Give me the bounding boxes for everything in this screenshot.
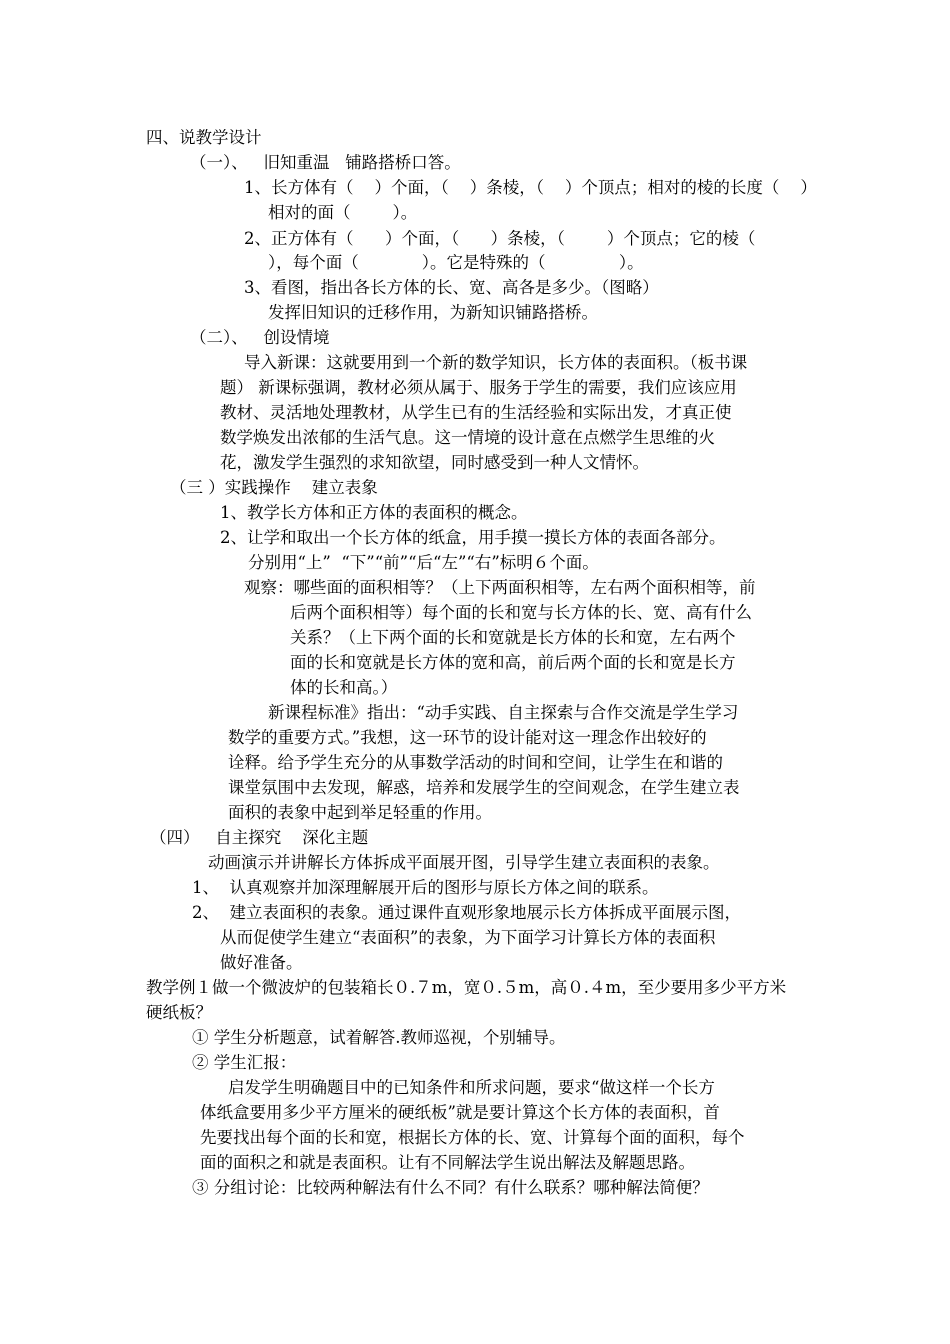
observe-line: 面的长和宽就是长方体的宽和高，前后两个面的长和宽是长方 — [290, 653, 736, 672]
observe-first-line: 观察：哪些面的面积相等？（上下两面积相等，左右两个面积相等，前 — [244, 578, 756, 597]
part4-item-2-first: 2、 建立表面积的表象。通过课件直观形象地展示长方体拆成平面展示图， — [192, 903, 741, 922]
observe-line: 体的长和高。） — [290, 678, 398, 697]
part1-note: 发挥旧知识的迁移作用，为新知识铺路搭桥。 — [268, 303, 598, 322]
observe-line: 后两个面积相等）每个面的长和宽与长方体的长、宽、高有什么 — [290, 603, 752, 622]
part1-heading: （一）、 旧知重温 铺路搭桥口答。 — [190, 153, 461, 172]
report-line: 启发学生明确题目中的已知条件和所求问题，要求“做这样一个长方 — [228, 1078, 715, 1097]
report-line: 面的面积之和就是表面积。让有不同解法学生说出解法及解题思路。 — [200, 1153, 695, 1172]
standard-line: 数学的重要方式。”我想，这一环节的设计能对这一理念作出较好的 — [228, 728, 707, 747]
part4-intro: 动画演示并讲解长方体拆成平面展开图，引导学生建立表面积的表象。 — [208, 853, 720, 872]
part4-item-2-line: 从而促使学生建立“表面积”的表象，为下面学习计算长方体的表面积 — [220, 928, 716, 947]
observe-line: 关系？（上下两个面的长和宽就是长方体的长和宽，左右两个 — [290, 628, 736, 647]
question-1-line-2: 相对的面（ ）。 — [268, 203, 418, 222]
part2-paragraph-line: 数学焕发出浓郁的生活气息。这一情境的设计意在点燃学生思维的火 — [220, 428, 715, 447]
question-1-line-1: 1、长方体有（ ）个面，（ ）条棱，（ ）个顶点；相对的棱的长度（ ） — [244, 178, 817, 197]
standard-line: 面积的表象中起到举足轻重的作用。 — [228, 803, 492, 822]
part4-item-1: 1、 认真观察并加深理解展开后的图形与原长方体之间的联系。 — [192, 878, 659, 897]
question-2-line-1: 2、正方体有（ ）个面，（ ）条棱，（ ）个顶点；它的棱（ — [244, 229, 756, 248]
part2-paragraph-line: 题） 新课标强调，教材必须从属于、服务于学生的需要，我们应该应用 — [220, 378, 737, 397]
part3-heading: （三 ）实践操作 建立表象 — [170, 478, 378, 497]
part2-paragraph-line: 教材、灵活地处理教材，从学生已有的生活经验和实际出发，才真正使 — [220, 403, 732, 422]
example-line-1: 教学例１做一个微波炉的包装箱长０.７m，宽０.５m，高０.４m，至少要用多少平方米 — [146, 978, 787, 997]
standard-line: 课堂氛围中去发现，解惑，培养和发展学生的空间观念，在学生建立表 — [228, 778, 740, 797]
example-step-1: ① 学生分析题意，试着解答.教师巡视，个别辅导。 — [192, 1028, 566, 1047]
example-step-3: ③ 分组讨论：比较两种解法有什么不同？有什么联系？哪种解法简便？ — [192, 1178, 709, 1197]
part2-paragraph-line: 花，激发学生强烈的求知欲望，同时感受到一种人文情怀。 — [220, 453, 649, 472]
example-step-2: ② 学生汇报： — [192, 1053, 297, 1072]
part3-item-2: 2、让学和取出一个长方体的纸盒，用手摸一摸长方体的表面各部分。 — [220, 528, 726, 547]
question-3: 3、看图，指出各长方体的长、宽、高各是多少。（图略） — [244, 278, 659, 297]
question-2-line-2: ），每个面（ ）。它是特殊的（ ）。 — [268, 253, 644, 272]
part2-paragraph-line: 导入新课：这就要用到一个新的数学知识，长方体的表面积。（板书课 — [244, 353, 748, 372]
standard-first-line: 新课程标准》指出：“动手实践、自主探索与合作交流是学生学习 — [268, 703, 739, 722]
section-title: 四、说教学设计 — [146, 128, 262, 147]
part4-item-2-line: 做好准备。 — [220, 953, 303, 972]
part3-item-1: 1、教学长方体和正方体的表面积的概念。 — [220, 503, 528, 522]
report-line: 先要找出每个面的长和宽，根据长方体的长、宽、计算每个面的面积，每个 — [200, 1128, 745, 1147]
part3-item-2-sub: 分别用“上” “下”“前”“后“左”“右”标明６个面。 — [248, 553, 599, 572]
report-line: 体纸盒要用多少平方厘米的硬纸板”就是要计算这个长方体的表面积，首 — [200, 1103, 720, 1122]
part4-heading: （四） 自主探究 深化主题 — [150, 828, 369, 847]
part2-heading: （二）、 创设情境 — [190, 328, 330, 347]
standard-line: 诠释。给予学生充分的从事数学活动的时间和空间，让学生在和谐的 — [228, 753, 723, 772]
example-line-2: 硬纸板？ — [146, 1003, 212, 1022]
